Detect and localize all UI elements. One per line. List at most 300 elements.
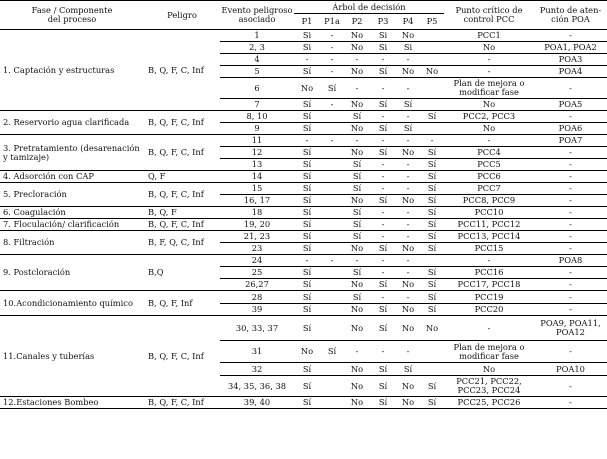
decision-p3-cell: Sí [370,316,396,341]
pcc-cell: - [444,54,534,66]
fase-cell: 7. Floculación/ clarificación [0,219,144,231]
evento-cell: 39, 40 [220,397,294,409]
poa-cell: - [534,267,607,279]
decision-p5-cell: No [420,66,444,78]
decision-p4-cell: - [396,54,420,66]
decision-p2-cell: Sí [344,291,370,304]
header-p4: P4 [396,14,420,30]
header-p3: P3 [370,14,396,30]
table-row [0,231,607,243]
decision-p1-cell: - [294,255,320,267]
table-row [0,255,607,267]
decision-p4-cell: - [396,341,420,363]
decision-p5-cell [420,99,444,111]
header-p5: P5 [420,14,444,30]
decision-p1a-cell: - [330,30,334,41]
pcc-line: Plan de mejora o [453,341,525,352]
pcc-cell: PCC20 [444,304,534,316]
peligro-cell: B, Q, F [144,207,220,219]
fase-cell: 2. Reservorio agua clarificada [0,111,144,135]
peligro-cell: B, Q, F, Inf [144,291,220,316]
decision-p1-cell: Si [302,30,312,41]
decision-p3-cell: - [370,135,396,147]
poa-cell: - [534,111,607,123]
decision-p1-cell: Sí [294,316,320,341]
pcc-cell: PCC25, PCC26 [444,397,534,409]
decision-p5-cell: Sí [420,267,444,279]
decision-p1a-cell [320,195,344,207]
poa-cell: - [534,231,607,243]
evento-cell: 12 [220,147,294,159]
decision-p2-cell: - [344,54,370,66]
decision-p1-cell: Sí [294,66,320,78]
decision-p3-cell: Sí [370,99,396,111]
pcc-cell: No [444,123,534,135]
decision-p1-cell: Sí [294,147,320,159]
decision-p1-cell: Sí [294,171,320,183]
decision-p1a-cell [320,243,344,255]
decision-p3-cell: Sí [370,123,396,135]
peligro-cell: B, Q, F, C, Inf [144,397,220,409]
pcc-line: modificar fase [459,87,519,97]
decision-p5-cell: Sí [420,376,444,397]
pcc-cell [444,341,534,363]
header-peligro: Peligro [144,1,220,30]
decision-p2-cell: Sí [344,111,370,123]
evento-cell: 2, 3 [220,42,294,54]
decision-p1a-cell [320,147,344,159]
decision-p4-cell: No [396,147,420,159]
pcc-cell: No [444,363,534,376]
evento-cell: 14 [220,171,294,183]
decision-p1-cell: Sí [294,376,320,397]
decision-p5-cell: Sí [420,231,444,243]
decision-p2-cell: No [344,304,370,316]
decision-p3-cell: Sí [370,195,396,207]
peligro-cell: B, F, Q, C, Inf [144,231,220,255]
table-row [0,183,607,195]
decision-p1a-cell [320,291,344,304]
poa-cell: - [534,159,607,171]
pcc-line: modificar fase [459,350,519,361]
decision-p2-cell: No [344,195,370,207]
decision-p4-cell: No [396,243,420,255]
decision-p3-cell: Sí [370,304,396,316]
pcc-line: PCC21, PCC22, [456,376,522,387]
decision-p4-cell: No [396,195,420,207]
decision-p4-cell: - [396,291,420,304]
header-pcc: Punto crítico de control PCC [444,1,534,30]
decision-p1a-cell: - [320,135,344,147]
poa-cell: POA8 [534,255,607,267]
decision-p5-cell: Sí [420,291,444,304]
pcc-cell: PCC6 [444,171,534,183]
decision-p2-cell: - [344,341,370,363]
decision-p1-cell: - [294,54,320,66]
decision-p5-cell: Sí [420,243,444,255]
decision-p1a-cell [320,304,344,316]
evento-cell: 19, 20 [220,219,294,231]
table-row [0,135,607,147]
poa-line: POA12 [556,327,585,337]
decision-p1a-cell [320,363,344,376]
evento-cell: 26,27 [220,279,294,291]
evento-cell: 31 [220,341,294,363]
decision-p5-cell [420,30,444,42]
fase-cell: 9. Postcloración [0,255,144,291]
pcc-cell [444,78,534,99]
peligro-cell: B, Q, F, C, Inf [144,135,220,171]
decision-p3-cell: Sí [370,243,396,255]
decision-p4-cell: - [396,183,420,195]
decision-p1-cell: Sí [294,219,320,231]
decision-p3-cell: - [370,341,396,363]
pcc-line: PCC23, PCC24 [457,385,521,395]
poa-cell: - [534,183,607,195]
evento-cell: 28 [220,291,294,304]
decision-p2-cell: - [344,135,370,147]
decision-p4-cell: - [396,135,420,147]
decision-p4-cell: - [396,231,420,243]
fase-cell: 10.Acondicionamiento químico [0,291,144,316]
table-row [0,171,607,183]
decision-p2-cell: No [344,363,370,376]
evento-cell: 4 [220,54,294,66]
decision-p1a-cell [320,219,344,231]
evento-cell: 7 [220,99,294,111]
decision-p2-cell: - [344,255,370,267]
decision-p1-cell: Sí [294,111,320,123]
pcc-line: Plan de mejora o [453,78,525,89]
pcc-cell: PCC11, PCC12 [444,219,534,231]
pcc-cell: PCC13, PCC14 [444,231,534,243]
decision-p2-cell: No [344,279,370,291]
decision-p3-cell: - [370,231,396,243]
decision-p1a-cell: - [320,255,344,267]
decision-p2-cell: Sí [344,171,370,183]
evento-cell: 21, 23 [220,231,294,243]
evento-cell: 5 [220,66,294,78]
decision-p1a-cell: - [320,42,344,54]
decision-p5-cell: Sí [420,147,444,159]
header-p1: P1 [294,14,320,30]
pcc-cell: - [444,66,534,78]
evento-cell: 6 [220,78,294,99]
decision-p3-cell: - [370,291,396,304]
pcc-cell: PCC16 [444,267,534,279]
decision-p1a-cell [320,279,344,291]
decision-p3-cell: Sí [370,66,396,78]
decision-p5-cell [420,54,444,66]
decision-p1-cell: Sí [294,123,320,135]
poa-cell: - [534,78,607,99]
peligro-cell: B, Q, F, C, Inf [144,183,220,207]
header-p2: P2 [344,14,370,30]
decision-p4-cell: No [401,30,415,41]
decision-p2-cell: Sí [344,183,370,195]
decision-p4-cell: - [396,78,420,99]
decision-p5-cell: Sí [420,397,444,409]
decision-p3-cell: Si [378,30,388,41]
decision-p3-cell: Sí [370,376,396,397]
decision-p2-cell: No [344,316,370,341]
pcc-cell: - [444,255,534,267]
pcc-cell: PCC5 [444,159,534,171]
decision-p1a-cell [320,159,344,171]
decision-p3-cell: - [370,267,396,279]
table-row [0,111,607,123]
decision-p2-cell: Sí [344,231,370,243]
fase-cell: 8. Filtración [0,231,144,255]
decision-p5-cell: - [420,135,444,147]
decision-p3-cell: - [370,159,396,171]
peligro-cell: B,Q [144,255,220,291]
decision-p5-cell: Sí [420,219,444,231]
fase-cell: 5. Precloración [0,183,144,207]
decision-p1a-cell: - [320,54,344,66]
poa-cell: - [534,279,607,291]
decision-p1-cell: Si [294,42,320,54]
table-row [0,207,607,219]
decision-p1-cell: Sí [294,207,320,219]
decision-p2-cell: Sí [344,159,370,171]
decision-p4-cell: Sí [396,123,420,135]
evento-cell: 1 [254,30,260,41]
poa-cell: POA5 [534,99,607,111]
decision-p1-cell: Sí [294,183,320,195]
peligro-cell: B, Q, F, C, Inf [144,30,220,111]
decision-p1-cell: - [294,135,320,147]
table-row [0,219,607,231]
decision-p5-cell [420,123,444,135]
pcc-cell [444,376,534,397]
fase-cell: 11.Canales y tuberías [0,316,144,397]
poa-cell: - [569,30,572,41]
decision-p3-cell: - [370,111,396,123]
pcc-cell: PCC17, PCC18 [444,279,534,291]
decision-p4-cell: Si [396,42,420,54]
decision-p5-cell: Sí [420,159,444,171]
evento-cell: 8, 10 [220,111,294,123]
evento-cell: 23 [220,243,294,255]
decision-p2-cell: No [344,397,370,409]
poa-cell: - [534,147,607,159]
decision-p4-cell: - [396,207,420,219]
fase-cell: 12.Estaciones Bombeo [0,397,144,409]
poa-cell: - [534,243,607,255]
decision-p4-cell: No [396,397,420,409]
fase-cell: 1. Captación y estructuras [0,30,144,111]
decision-p1a-cell [320,171,344,183]
decision-p1a-cell: Sí [320,341,344,363]
decision-p5-cell: Sí [420,304,444,316]
table-row [0,397,607,409]
peligro-cell: B, Q, F, C, Inf [144,219,220,231]
evento-cell: 32 [220,363,294,376]
decision-p3-cell: - [370,78,396,99]
decision-p4-cell: - [396,219,420,231]
decision-p2-cell: No [344,123,370,135]
decision-p5-cell [420,255,444,267]
decision-p4-cell: No [396,304,420,316]
decision-p4-cell: Sí [396,363,420,376]
decision-p5-cell: Sí [420,279,444,291]
decision-p5-cell: Sí [420,183,444,195]
evento-cell: 16, 17 [220,195,294,207]
decision-p4-cell: No [396,316,420,341]
decision-p1a-cell [320,231,344,243]
poa-cell: POA10 [534,363,607,376]
poa-cell: - [534,171,607,183]
decision-p5-cell: Sí [420,171,444,183]
evento-cell: 13 [220,159,294,171]
decision-p3-cell: - [370,183,396,195]
poa-cell: - [534,397,607,409]
table-row [0,30,607,42]
decision-p2-cell: No [350,30,364,41]
decision-p5-cell: Sí [420,111,444,123]
poa-cell: - [534,304,607,316]
decision-p4-cell: Sí [396,99,420,111]
decision-p5-cell: Sí [420,195,444,207]
decision-p3-cell: - [370,255,396,267]
decision-p1-cell: Sí [294,231,320,243]
decision-p3-cell: Si [370,42,396,54]
evento-cell: 39 [220,304,294,316]
poa-cell: - [534,207,607,219]
decision-p1-cell: No [294,78,320,99]
fase-cell: 6. Coagulación [0,207,144,219]
decision-p4-cell: No [396,376,420,397]
pcc-cell: PCC2, PCC3 [444,111,534,123]
decision-p1a-cell: - [320,99,344,111]
poa-cell: POA7 [534,135,607,147]
decision-p1-cell: Sí [294,267,320,279]
decision-p4-cell: - [396,255,420,267]
decision-p4-cell: - [396,171,420,183]
decision-p3-cell: Sí [370,279,396,291]
decision-p1a-cell [320,183,344,195]
table-row [0,291,607,304]
decision-p2-cell: No [344,376,370,397]
pcc-cell: PCC1 [477,30,501,41]
decision-p2-cell: No [344,42,370,54]
decision-p3-cell: Sí [370,147,396,159]
decision-p1a-cell [320,376,344,397]
poa-cell: POA4 [534,66,607,78]
decision-p1-cell: Sí [294,195,320,207]
decision-p1a-cell [320,207,344,219]
decision-p4-cell: - [396,159,420,171]
decision-p1-cell: Sí [294,397,320,409]
decision-p2-cell: Sí [344,219,370,231]
poa-cell: - [534,376,607,397]
peligro-cell: B, Q, F, C, Inf [144,316,220,397]
pcc-cell: No [444,99,534,111]
decision-p1-cell: Sí [294,363,320,376]
decision-p4-cell: - [396,267,420,279]
decision-p3-cell: - [370,219,396,231]
decision-p5-cell [420,363,444,376]
poa-cell: - [534,291,607,304]
decision-p5-cell: Sí [420,207,444,219]
decision-p3-cell: - [370,207,396,219]
decision-p5-cell [420,78,444,99]
peligro-cell: Q, F [144,171,220,183]
poa-cell: - [534,219,607,231]
pcc-cell: PCC8, PCC9 [444,195,534,207]
decision-p4-cell: No [396,279,420,291]
decision-p1-cell: Sí [294,159,320,171]
decision-p1-cell: Sí [294,99,320,111]
decision-p4-cell: No [396,66,420,78]
decision-p3-cell: Sí [370,397,396,409]
header-poa: Punto de aten- ción POA [534,1,607,30]
poa-cell: POA3 [534,54,607,66]
decision-p3-cell: - [370,54,396,66]
pcc-cell: PCC4 [444,147,534,159]
table-body [0,30,607,409]
decision-p1a-cell [320,123,344,135]
poa-cell: POA6 [534,123,607,135]
poa-cell: - [534,341,607,363]
decision-p4-cell: - [396,111,420,123]
decision-p1-cell: Sí [294,304,320,316]
decision-p2-cell: No [344,99,370,111]
pcc-cell: - [444,135,534,147]
evento-cell: 24 [220,255,294,267]
pcc-cell: - [444,316,534,341]
evento-cell: 34, 35, 36, 38 [220,376,294,397]
evento-cell: 15 [220,183,294,195]
decision-p3-cell: - [370,171,396,183]
decision-p2-cell: Sí [344,267,370,279]
fase-cell: 3. Pretratamiento (desarenación y tamizaje) [0,135,144,171]
decision-p1-cell: Sí [294,243,320,255]
decision-p2-cell: Sí [344,207,370,219]
pcc-cell: PCC10 [444,207,534,219]
fase-cell: 4. Adsorción con CAP [0,171,144,183]
decision-p1a-cell: - [320,66,344,78]
header-p1a: P1a [320,14,344,30]
decision-p3-cell: Sí [370,363,396,376]
decision-p1-cell: No [294,341,320,363]
decision-p5-cell [420,341,444,363]
evento-cell: 11 [220,135,294,147]
pcc-cell: PCC19 [444,291,534,304]
decision-p1a-cell [320,397,344,409]
table-row [0,316,607,341]
pcc-cell: PCC7 [444,183,534,195]
evento-cell: 25 [220,267,294,279]
pcc-cell: No [444,42,534,54]
decision-p2-cell: No [344,66,370,78]
decision-p2-cell: - [344,78,370,99]
decision-p5-cell [420,42,444,54]
table-header [0,1,607,30]
poa-cell: POA1, POA2 [534,42,607,54]
decision-p1a-cell [320,267,344,279]
evento-cell: 30, 33, 37 [220,316,294,341]
header-fase: Fase / Componente del proceso [0,1,144,30]
decision-p1a-cell [320,111,344,123]
pcc-cell: PCC15 [444,243,534,255]
header-arbol: Árbol de decisión [294,1,444,14]
decision-p1-cell: Sí [294,291,320,304]
poa-cell [534,316,607,341]
decision-p1a-cell: Sí [320,78,344,99]
evento-cell: 18 [220,207,294,219]
